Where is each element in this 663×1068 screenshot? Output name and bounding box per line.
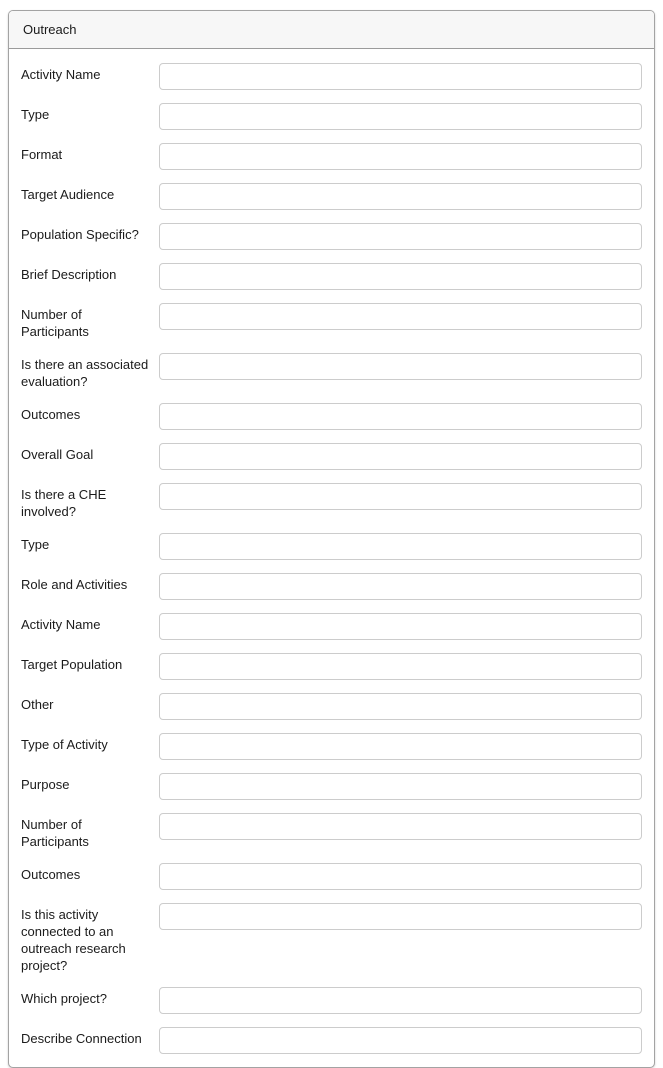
form-row <box>21 353 642 390</box>
field-input-brief-description[interactable] <box>159 263 642 290</box>
field-input-is-there-a-che-involved[interactable] <box>159 483 642 510</box>
form-row <box>21 813 642 850</box>
form-row <box>21 103 642 130</box>
form-row <box>21 443 642 470</box>
field-input-other[interactable] <box>159 693 642 720</box>
field-label-target-audience: Target Audience <box>21 187 115 202</box>
field-label-purpose: Purpose <box>21 777 70 792</box>
field-label-role-and-activities: Role and Activities <box>21 577 128 592</box>
panel-body <box>9 49 654 1054</box>
field-label-type-2: Type <box>21 537 50 552</box>
form-row <box>21 303 642 340</box>
field-label-number-of-participants-2: Number of Participants <box>21 817 89 849</box>
field-label-which-project: Which project? <box>21 991 107 1006</box>
form-row <box>21 773 642 800</box>
field-input-number-of-participants-2[interactable] <box>159 813 642 840</box>
field-input-overall-goal[interactable] <box>159 443 642 470</box>
field-input-activity-name-2[interactable] <box>159 613 642 640</box>
form-row <box>21 143 642 170</box>
field-input-target-population[interactable] <box>159 653 642 680</box>
field-label-activity-name-2: Activity Name <box>21 617 101 632</box>
outreach-form-panel <box>8 10 655 1068</box>
field-input-purpose[interactable] <box>159 773 642 800</box>
field-input-which-project[interactable] <box>159 987 642 1014</box>
field-input-is-there-an-associated-evaluation[interactable] <box>159 353 642 380</box>
field-label-is-this-activity-connected-to-an-outreach-research-project: Is this activity connected to an outreach research project? <box>21 907 126 973</box>
form-row <box>21 483 642 520</box>
field-label-number-of-participants: Number of Participants <box>21 307 89 339</box>
field-input-format[interactable] <box>159 143 642 170</box>
field-input-outcomes[interactable] <box>159 403 642 430</box>
form-row <box>21 403 642 430</box>
field-label-format: Format <box>21 147 63 162</box>
field-input-target-audience[interactable] <box>159 183 642 210</box>
field-input-activity-name[interactable] <box>159 63 642 90</box>
form-row <box>21 693 642 720</box>
form-row <box>21 533 642 560</box>
field-label-other: Other <box>21 697 54 712</box>
field-label-is-there-a-che-involved: Is there a CHE involved? <box>21 487 107 519</box>
field-input-population-specific[interactable] <box>159 223 642 250</box>
panel-title: Outreach <box>23 22 77 37</box>
form-row <box>21 733 642 760</box>
form-row <box>21 263 642 290</box>
form-row <box>21 987 642 1014</box>
field-label-target-population: Target Population <box>21 657 123 672</box>
field-label-is-there-an-associated-evaluation: Is there an associated evaluation? <box>21 357 149 389</box>
field-label-overall-goal: Overall Goal <box>21 447 94 462</box>
field-label-population-specific: Population Specific? <box>21 227 139 242</box>
form-row <box>21 573 642 600</box>
form-row <box>21 63 642 90</box>
field-input-role-and-activities[interactable] <box>159 573 642 600</box>
field-label-outcomes: Outcomes <box>21 407 81 422</box>
form-row <box>21 653 642 680</box>
field-input-is-this-activity-connected-to-an-outreach-research-project[interactable] <box>159 903 642 930</box>
form-row <box>21 223 642 250</box>
field-label-activity-name: Activity Name <box>21 67 101 82</box>
field-input-type-of-activity[interactable] <box>159 733 642 760</box>
form-row <box>21 613 642 640</box>
form-row <box>21 183 642 210</box>
field-label-brief-description: Brief Description <box>21 267 117 282</box>
field-label-describe-connection: Describe Connection <box>21 1031 142 1046</box>
field-label-type-of-activity: Type of Activity <box>21 737 108 752</box>
form-row <box>21 903 642 974</box>
field-label-outcomes-2: Outcomes <box>21 867 81 882</box>
panel-header <box>9 11 654 49</box>
form-row <box>21 863 642 890</box>
field-label-type: Type <box>21 107 50 122</box>
field-input-outcomes-2[interactable] <box>159 863 642 890</box>
field-input-type[interactable] <box>159 103 642 130</box>
form-row <box>21 1027 642 1054</box>
field-input-number-of-participants[interactable] <box>159 303 642 330</box>
field-input-type-2[interactable] <box>159 533 642 560</box>
field-input-describe-connection[interactable] <box>159 1027 642 1054</box>
